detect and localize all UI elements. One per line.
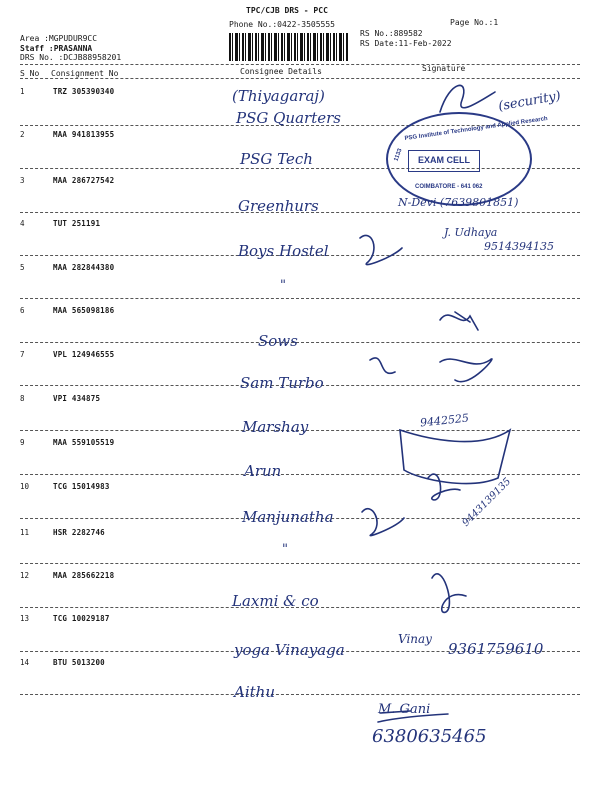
- row-number: 7: [20, 350, 25, 359]
- ditto-mark: ": [282, 542, 288, 557]
- rs-date: RS Date:11-Feb-2022: [360, 39, 452, 48]
- row-number: 5: [20, 263, 25, 272]
- handwritten-consignee: Manjunatha: [242, 508, 334, 526]
- column-consignee: Consignee Details: [240, 67, 322, 76]
- column-signature: Signature: [422, 64, 466, 73]
- row-number: 12: [20, 571, 30, 580]
- handwritten-consignee: Laxmi & co: [232, 592, 319, 610]
- signature-mark: [370, 358, 492, 382]
- page-number: Page No.:1: [450, 18, 499, 27]
- signature-mark: [440, 85, 495, 112]
- row-number: 10: [20, 482, 30, 491]
- handwritten-note: (security): [497, 88, 562, 115]
- drs-number: DRS No. :DCJB88958201: [20, 53, 122, 62]
- handwritten-consignee: Boys Hostel: [238, 242, 329, 260]
- rs-number: RS No.:889582: [360, 29, 423, 38]
- handwritten-consignee: Arun: [244, 462, 282, 480]
- signature-mark: [428, 474, 460, 500]
- consignment-number: MAA 565098186: [53, 306, 115, 315]
- row-number: 14: [20, 658, 30, 667]
- document-title: TPC/CJB DRS - PCC: [246, 6, 328, 15]
- consignment-number: TCG 10029187: [53, 614, 110, 623]
- consignment-number: MAA 286727542: [53, 176, 115, 185]
- handwritten-name: J. Udhaya: [444, 226, 498, 239]
- consignment-number: MAA 941813955: [53, 130, 115, 139]
- handwritten-phone: 9443139135: [460, 476, 514, 529]
- row-number: 9: [20, 438, 25, 447]
- stamp-bottom-text: COIMBATORE - 641 062: [415, 184, 483, 190]
- signature-mark: [400, 430, 510, 483]
- consignment-number: TCG 15014983: [53, 482, 110, 491]
- consignment-number: VPL 124946555: [53, 350, 115, 359]
- stamp-number: 1133: [393, 147, 404, 163]
- signature-mark: [378, 711, 448, 722]
- handwritten-consignee: Marshay: [242, 418, 309, 436]
- handwritten-consignee: Greenhurs: [238, 197, 319, 215]
- handwritten-phone: 9514394135: [484, 240, 554, 253]
- consignment-number: TRZ 305390340: [53, 87, 115, 96]
- handwritten-consignee: yoga Vinayaga: [234, 641, 345, 659]
- consignment-number: MAA 282844380: [53, 263, 115, 272]
- handwritten-phone: 9361759610: [448, 640, 544, 658]
- handwritten-phone: 6380635465: [372, 726, 487, 747]
- ditto-mark: ": [280, 278, 286, 293]
- row-number: 11: [20, 528, 30, 537]
- handwritten-phone: 9442525: [419, 411, 470, 430]
- consignment-number: HSR 2282746: [53, 528, 105, 537]
- column-sno: S No: [20, 69, 40, 78]
- consignment-number: MAA 559105519: [53, 438, 115, 447]
- consignment-number: MAA 285662218: [53, 571, 115, 580]
- handwritten-consignee: Aithu: [234, 683, 275, 701]
- column-consignment: Consignment No: [51, 69, 119, 78]
- row-number: 3: [20, 176, 25, 185]
- row-number: 13: [20, 614, 30, 623]
- area-label: Area :MGPUDUR9CC: [20, 34, 98, 43]
- handwritten-name: M. Gani: [378, 702, 431, 717]
- row-number: 6: [20, 306, 25, 315]
- handwritten-consignee: (Thiyagaraj): [232, 87, 325, 105]
- handwritten-name: Vinay: [398, 632, 432, 646]
- row-number: 8: [20, 394, 25, 403]
- handwritten-consignee: Sows: [258, 332, 298, 350]
- consignment-number: TUT 251191: [53, 219, 101, 228]
- signature-mark: [440, 312, 478, 330]
- signature-mark: [362, 509, 404, 536]
- handwritten-consignee: PSG Quarters: [236, 109, 341, 127]
- row-number: 1: [20, 87, 25, 96]
- handwritten-phone: N-Devi (7639801851): [398, 196, 519, 209]
- consignment-number: VPI 434875: [53, 394, 101, 403]
- phone-number: Phone No.:0422-3505555: [229, 20, 335, 29]
- signature-mark: [360, 235, 402, 264]
- staff-label: Staff :PRASANNA: [20, 44, 93, 53]
- signature-mark: [432, 574, 466, 613]
- stamp-arc-text: PSG Institute of Technology and Applied Research: [404, 115, 549, 143]
- handwritten-consignee: PSG Tech: [240, 150, 313, 168]
- consignment-number: BTU 5013200: [53, 658, 105, 667]
- stamp-center-text: EXAM CELL: [418, 155, 471, 165]
- handwritten-consignee: Sam Turbo: [240, 374, 324, 392]
- row-number: 4: [20, 219, 25, 228]
- row-number: 2: [20, 130, 25, 139]
